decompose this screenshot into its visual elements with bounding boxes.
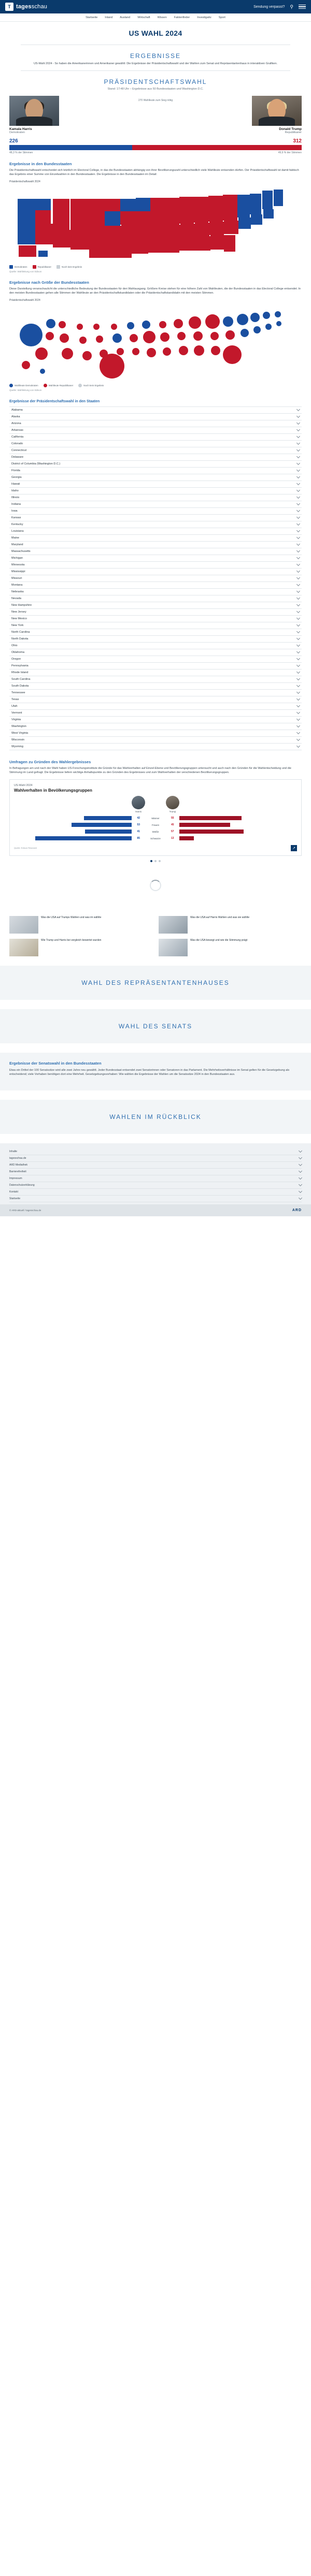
nav-item-wirtschaft[interactable]: Wirtschaft [137,16,150,19]
missed-broadcast-link[interactable]: Sendung verpasst? [253,5,285,9]
electoral-bar-wrap [9,138,302,154]
chevron-down-icon [299,1183,302,1186]
accordion-item-nebraska[interactable]: Nebraska [9,589,302,595]
electoral-bar [9,145,302,150]
survey-card-footer [14,845,297,851]
chevron-down-icon [296,508,300,512]
survey-heading: Umfragen zu Gründen des Wahlergebnisses [9,759,91,764]
accordion-item-hawaii[interactable]: Hawaii [9,481,302,488]
states-section-text: Die Präsidentschaftswahl entscheidet sich letztlich im Electoral College, in das die Bundesstaaten abhängig von ihrer Bevölkerungszahl unterschiedlich viele Wahlleute entsenden dürfen. Der Präsidentschaftswahl ist damit faktisch das Ergebnis einer Summe von Einzelwahlen in den Bundesstaaten. Die Ergebnisse in den Bundesstaaten im Detail: [9,168,299,177]
legend-item-none: Noch kein Ergebnis [56,265,82,269]
map-legend [9,265,302,269]
teaser-text: Wie Trump und Harris bei vergleich bewertet wurden [41,938,102,942]
accordion-item-utah[interactable]: Utah [9,703,302,710]
teaser-item[interactable] [9,916,152,934]
accordion-item-montana[interactable]: Montana [9,582,302,589]
page-intro-text: US-Wahl 2024 - So haben die Amerikanerinnen und Amerikaner gewählt: Die Ergebnisse der Präsidentschaftswahl und der Wahlen zum Senat und Repräsentantenhaus in interaktiven Grafiken. [33,62,278,65]
footer [0,1143,311,1204]
survey-card-title: Wahlverhalten in Bevölkerungsgruppen [14,788,92,793]
accordion-item-south-carolina[interactable]: South Carolina [9,676,302,683]
accordion-item-oregon[interactable]: Oregon [9,656,302,663]
house-section-title: WAHL DES REPRÄSENTANTENHAUSES [81,979,230,986]
popular-vote-trump: 49,9 % der Stimmen [278,151,302,154]
footer-link-ard-mediathek[interactable]: ARD Mediathek [9,1162,302,1169]
survey-text: In Befragungen am und nach der Wahl haben US-Forschungsinstitute die Gründe für das Wahlverhalten auf Einzel-Ebene und Bevölkerungsgruppen untersucht und auch nach den Gründen für die Wahlentscheidung und die Stimmung im Land gefragt. Die Ergebnisse liefern wichtige Anhaltspunkte zu den Gründen des Ergebnisses und zum Wahlverhalten der verschiedenen Bevölkerungsgruppen. [9,766,291,775]
retro-section-title: WAHLEN IM RÜCKBLICK [109,1113,202,1120]
us-map-svg [9,185,302,263]
chevron-down-icon [296,495,300,499]
accordion-item-washington[interactable]: Washington [9,723,302,730]
footer-link-barrierefreiheit[interactable]: Barrierefreiheit [9,1169,302,1175]
chevron-down-icon [296,448,300,452]
chevron-down-icon [296,576,300,579]
survey-legend-harris: Harris [132,796,145,813]
survey-section [9,760,302,909]
survey-row: 53 Frauen 45 [14,822,297,828]
survey-bar-rows [14,815,297,842]
nav-item-ausland[interactable]: Ausland [120,16,131,19]
accordion-item-florida[interactable]: Florida [9,468,302,474]
survey-card-kicker: US-Wahl 2024 [14,783,33,787]
chevron-down-icon [296,441,300,445]
accordion-item-arkansas[interactable]: Arkansas [9,427,302,434]
chevron-down-icon [299,1149,302,1153]
survey-source: Quelle: Edison Research [14,847,37,850]
survey-card-legend [14,796,297,813]
accordion-item-north-carolina[interactable]: North Carolina [9,629,302,636]
accordion-item-nevada[interactable]: Nevada [9,595,302,602]
footer-link-startseite[interactable]: Startseite [9,1196,302,1202]
logo-text: tagesschau [16,4,48,10]
chevron-down-icon [299,1196,302,1200]
accordion-item-california[interactable]: California [9,434,302,441]
loading-spinner-icon [150,880,161,891]
candidate-photo-harris [9,96,59,126]
states-accordion-heading: Ergebnisse der Präsidentschaftswahl in den Staaten [9,399,100,403]
accordion-item-iowa[interactable]: Iowa [9,508,302,515]
accordion-item-alabama[interactable]: Alabama [9,407,302,414]
accordion-item-wisconsin[interactable]: Wisconsin [9,737,302,744]
presidential-heading: PRÄSIDENTSCHAFTSWAHL [104,78,207,85]
accordion-item-ohio[interactable]: Ohio [9,643,302,649]
chevron-down-icon [296,697,300,701]
chevron-down-icon [296,542,300,546]
accordion-item-tennessee[interactable]: Tennessee [9,690,302,696]
page-root [0,0,311,1216]
accordion-item-alaska[interactable]: Alaska [9,414,302,420]
legend-item-dem-votes: Wahlleute Demokraten [9,384,38,387]
footer-link-datenschutz[interactable]: Datenschutzerklärung [9,1182,302,1189]
loading-area [9,862,302,909]
chevron-down-icon [296,744,300,748]
footer-link-impressum[interactable]: Impressum [9,1175,302,1182]
chevron-down-icon [296,569,300,573]
results-heading: ERGEBNISSE [130,52,181,60]
teaser-thumbnail [9,916,38,934]
accordion-item-maryland[interactable]: Maryland [9,542,302,548]
share-icon[interactable]: ↗ [291,845,297,851]
bubble-map-legend [9,384,302,387]
chevron-down-icon [296,636,300,640]
senate-states-block [0,1053,311,1090]
chevron-down-icon [296,502,300,505]
nav-item-wissen[interactable]: Wissen [157,16,167,19]
chevron-down-icon [299,1156,302,1159]
copyright-text: © ARD-aktuell / tagesschau.de [9,1209,41,1212]
accordion-item-south-dakota[interactable]: South Dakota [9,683,302,690]
chevron-down-icon [296,596,300,600]
chevron-down-icon [296,623,300,627]
popular-vote-harris: 48,3 % der Stimmen [9,151,33,154]
chevron-down-icon [296,562,300,566]
nav-item-investigativ[interactable]: Investigativ [197,16,211,19]
ard-logo: ARD [292,1208,302,1212]
footer-link-kontakt[interactable]: Kontakt [9,1189,302,1196]
legend-item-dem: Demokraten [9,265,27,269]
chevron-down-icon [296,609,300,613]
states-section-heading: Ergebnisse in den Bundesstaaten [9,161,72,166]
chevron-down-icon [296,475,300,478]
nav-item-faktenfinder[interactable]: Faktenfinder [174,16,190,19]
nav-item-inland[interactable]: Inland [105,16,113,19]
teaser-text: Was die USA auf Harris Wahlen und was sie wählte [190,915,250,919]
accordion-item-new-hampshire[interactable]: New Hampshire [9,602,302,609]
chevron-down-icon [296,704,300,707]
teaser-thumbnail [159,916,188,934]
electoral-votes-trump: 312 [293,138,302,144]
senate-states-text: Etwa ein Drittel der 100 Senatssitze wird alle zwei Jahre neu gewählt. Jeder Bundesstaat entsendet zwei Senatorinnen oder Senatoren in das Parlament. Die Mehrheitsverhältnisse im Senat gelten für die Gesetzgebung als entscheidend; viele Vorhaben benötigen dort eine Mehrheit. Gesetzgebungsvorhaben: Wie wählen die Ergebnisse der Wahlen um die Senatssitze 2024 in den Bundesstaaten aus. [9,1068,290,1076]
bubble-map-svg [9,304,302,382]
states-map-label: Präsidentschaftswahl 2024 [9,180,40,183]
main-nav [0,13,311,22]
nav-item-sport[interactable]: Sport [218,16,225,19]
site-logo[interactable] [5,3,47,11]
chevron-down-icon [296,549,300,552]
accordion-item-texas[interactable]: Texas [9,696,302,703]
map-caption: Quelle: Wahlleitung von Edison [9,270,42,273]
survey-row: 42 Männer 55 [14,815,297,822]
bubble-map-caption: Quelle: Wahlleitung von Edison [9,388,42,391]
accordion-item-massachusetts[interactable]: Massachusetts [9,548,302,555]
accordion-item-arizona[interactable]: Arizona [9,420,302,427]
chevron-down-icon [296,428,300,431]
candidate-card-harris [9,96,59,134]
house-section-banner [0,966,311,1000]
chevron-down-icon [296,583,300,586]
accordion-item-louisiana[interactable]: Louisiana [9,528,302,535]
accordion-item-virginia[interactable]: Virginia [9,717,302,723]
chevron-down-icon [296,683,300,687]
accordion-item-vermont[interactable]: Vermont [9,710,302,717]
chevron-down-icon [296,535,300,539]
nav-item-startseite[interactable]: Startseite [86,16,98,19]
chevron-down-icon [296,731,300,734]
accordion-item-north-dakota[interactable]: North Dakota [9,636,302,643]
chevron-down-icon [299,1189,302,1193]
candidate-party-trump: Republikaner [285,130,302,134]
electoral-choropleth-map[interactable] [9,185,302,263]
menu-icon[interactable] [299,5,306,9]
senate-states-heading: Ergebnisse der Senatswahl in den Bundesstaaten [9,1060,102,1066]
chevron-down-icon [296,724,300,727]
candidate-card-trump [252,96,302,134]
electoral-numbers [9,138,302,144]
electoral-needed [62,96,249,134]
accordion-item-maine[interactable]: Maine [9,535,302,542]
chevron-down-icon [296,488,300,492]
retro-section-banner [0,1100,311,1134]
chevron-down-icon [296,650,300,653]
accordion-item-illinois[interactable]: Illinois [9,494,302,501]
accordion-item-minnesota[interactable]: Minnesota [9,562,302,569]
electoral-bubble-map[interactable] [9,304,302,382]
teaser-item[interactable] [159,939,302,956]
chevron-down-icon [296,421,300,425]
popular-vote-row [9,151,302,154]
candidate-party-harris: Demokraten [9,130,25,134]
accordion-item-new-mexico[interactable]: New Mexico [9,616,302,622]
accordion-item-oklahoma[interactable]: Oklahoma [9,649,302,656]
accordion-item-new-jersey[interactable]: New Jersey [9,609,302,616]
footer-link-tagesschau[interactable]: tagesschau.de [9,1155,302,1162]
teaser-thumbnail [159,939,188,956]
carousel-dot-2[interactable] [154,860,157,862]
teaser-text: Was die USA auf Trumps Wahlen und was im wählte [41,915,102,919]
chevron-down-icon [296,434,300,438]
accordion-item-georgia[interactable]: Georgia [9,474,302,481]
accordion-item-kansas[interactable]: Kansas [9,515,302,521]
accordion-item-missouri[interactable]: Missouri [9,575,302,582]
chevron-down-icon [296,589,300,593]
accordion-item-pennsylvania[interactable]: Pennsylvania [9,663,302,670]
accordion-item-delaware[interactable]: Delaware [9,454,302,461]
size-section-text: Diese Darstellung veranschaulicht die unterschiedliche Bedeutung der Bundesstaaten für den Wahlausgang. Größere Kreise stehen für eine höhere Zahl von Wahlleuten, die der Bundesstaaten in das Electoral College entsendet. In den meisten Bundesstaaten gehen alle Stimmen der Wahlleute an den Präsidentschaftskandidaten oder die Präsidentschaftskandidatin mit den meisten Stimmen. [9,287,301,295]
senate-section-banner [0,1009,311,1043]
carousel-dot-1[interactable] [150,860,152,862]
accordion-item-idaho[interactable]: Idaho [9,488,302,494]
teaser-thumbnail [9,939,38,956]
chevron-down-icon [296,710,300,714]
accordion-item-connecticut[interactable]: Connecticut [9,447,302,454]
chevron-down-icon [296,663,300,667]
accordion-item-dc[interactable]: District of Columbia (Washington D.C.) [9,461,302,468]
chevron-down-icon [296,556,300,559]
survey-row: 41 Weiße 57 [14,828,297,835]
chevron-down-icon [296,529,300,532]
electoral-votes-harris: 226 [9,138,18,144]
accordion-item-kentucky[interactable]: Kentucky [9,521,302,528]
legend-item-none-votes: Noch kein Ergebnis [78,384,104,387]
top-bar [0,0,311,13]
candidate-photo-trump [252,96,302,126]
accordion-item-west-virginia[interactable]: West Virginia [9,730,302,737]
chevron-down-icon [296,522,300,526]
senate-section-title: WAHL DES SENATS [118,1022,193,1030]
accordion-item-wyoming[interactable]: Wyoming [9,744,302,750]
candidate-name-harris: Kamala Harris [9,127,32,131]
chevron-down-icon [296,643,300,647]
chevron-down-icon [296,515,300,519]
article-teasers [9,916,302,956]
chevron-down-icon [296,414,300,418]
legend-item-rep-votes: Wahlleute Republikaner [44,384,74,387]
survey-row: 85 Schwarze 13 [14,835,297,842]
accordion-item-mississippi[interactable]: Mississippi [9,569,302,575]
chevron-down-icon [296,690,300,694]
electoral-needed-label: 270 Wahlleute zum Sieg nötig [138,98,173,102]
chevron-down-icon [296,407,300,411]
survey-legend-trump: Trump [166,796,179,813]
page-header [0,22,311,40]
chevron-down-icon [296,670,300,674]
footer-bottom [0,1204,311,1216]
states-section [0,162,311,273]
accordion-item-new-york[interactable]: New York [9,622,302,629]
chevron-down-icon [296,657,300,660]
chevron-down-icon [296,677,300,680]
footer-link-inhalte[interactable]: Inhalte [9,1148,302,1155]
chevron-down-icon [296,630,300,633]
chevron-down-icon [299,1162,302,1166]
chevron-down-icon [296,455,300,458]
chevron-down-icon [299,1176,302,1180]
page-title: US WAHL 2024 [129,29,182,37]
chevron-down-icon [299,1169,302,1173]
candidate-name-trump: Donald Trump [279,127,302,131]
size-section-heading: Ergebnisse nach Größe der Bundesstaaten [9,280,89,285]
teaser-item[interactable] [159,916,302,934]
states-accordion [9,406,302,750]
chevron-down-icon [296,468,300,472]
accordion-item-rhode-island[interactable]: Rhode Island [9,670,302,676]
candidate-row [0,96,311,134]
teaser-item[interactable] [9,939,152,956]
divider-2 [21,70,290,71]
accordion-item-michigan[interactable]: Michigan [9,555,302,562]
carousel-dot-3[interactable] [159,860,161,862]
survey-chart-card[interactable] [9,779,302,856]
accordion-item-indiana[interactable]: Indiana [9,501,302,508]
chevron-down-icon [296,717,300,721]
teaser-text: Was die USA bewegt und wie die Stimmung prägt [190,938,248,942]
legend-item-rep: Republikaner [33,265,52,269]
chevron-down-icon [296,737,300,741]
size-map-label: Präsidentschaftswahl 2024 [9,298,40,302]
logo-mark-icon: T [5,3,13,11]
chevron-down-icon [296,603,300,606]
top-bar-right [253,4,306,10]
chevron-down-icon [296,461,300,465]
search-icon[interactable]: ⚲ [290,4,293,9]
presidential-subtitle: Stand: 17:48 Uhr – Ergebnisse aus 50 Bundesstaaten und Washington D.C. [107,87,204,91]
chevron-down-icon [296,616,300,620]
page-intro-block [0,62,311,66]
chevron-down-icon [296,482,300,485]
size-section [0,280,311,391]
accordion-item-colorado[interactable]: Colorado [9,441,302,447]
